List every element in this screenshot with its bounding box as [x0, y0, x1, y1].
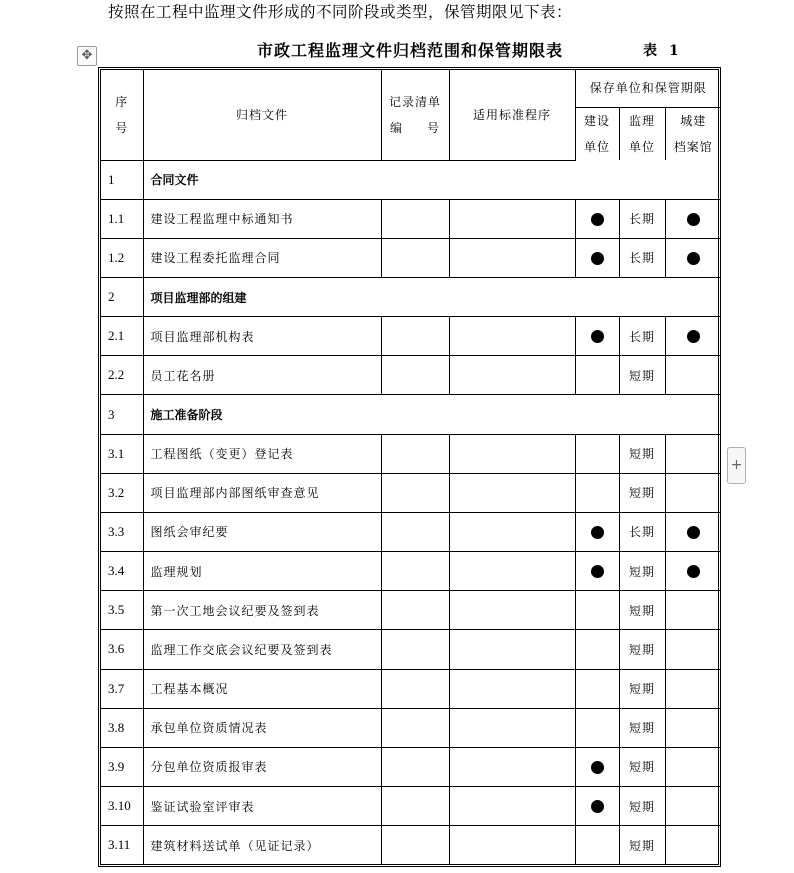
builder-cell — [575, 826, 619, 864]
archive-cell — [665, 512, 721, 551]
supervisor-cell: 短期 — [619, 356, 665, 395]
record-cell — [381, 826, 449, 864]
file-name: 鉴证试验室评审表 — [143, 787, 381, 826]
record-cell — [381, 317, 449, 356]
row-number: 3.8 — [101, 708, 143, 747]
header-supervisor-line2: 单位 — [628, 139, 655, 154]
archive-keep-dot-icon — [687, 330, 700, 343]
table-row — [101, 512, 721, 551]
standard-cell — [449, 787, 575, 826]
row-number: 3.1 — [101, 434, 143, 473]
archive-cell — [665, 238, 721, 277]
archive-cell — [665, 317, 721, 356]
file-name: 工程基本概况 — [143, 669, 381, 708]
supervisor-cell: 短期 — [619, 630, 665, 669]
header-seq-line2: 号 — [115, 120, 129, 135]
archive-cell — [665, 787, 721, 826]
archive-cell — [665, 708, 721, 747]
record-cell — [381, 512, 449, 551]
supervisor-cell: 短期 — [619, 747, 665, 786]
archive-cell — [665, 630, 721, 669]
standard-cell — [449, 356, 575, 395]
header-record — [381, 70, 449, 160]
table-title: 市政工程监理文件归档范围和保管期限表 — [256, 41, 563, 60]
builder-cell — [575, 317, 619, 356]
standard-cell — [449, 238, 575, 277]
builder-cell — [575, 630, 619, 669]
builder-cell — [575, 669, 619, 708]
row-number: 2.1 — [101, 317, 143, 356]
builder-keep-dot-icon — [591, 526, 604, 539]
builder-cell — [575, 238, 619, 277]
header-builder-line2: 单位 — [583, 139, 610, 154]
row-number: 3.9 — [101, 747, 143, 786]
supervisor-cell: 短期 — [619, 669, 665, 708]
section-number: 1 — [101, 160, 143, 199]
file-name: 图纸会审纪要 — [143, 512, 381, 551]
record-cell — [381, 199, 449, 238]
record-cell — [381, 434, 449, 473]
supervisor-cell: 短期 — [619, 787, 665, 826]
intro-text: 按照在工程中监理文件形成的不同阶段或类型，保管期限见下表： — [108, 3, 573, 21]
record-cell — [381, 669, 449, 708]
file-name: 建设工程监理中标通知书 — [143, 199, 381, 238]
builder-keep-dot-icon — [591, 565, 604, 578]
header-builder-line1: 建设 — [583, 113, 610, 128]
header-seq-line1: 序 — [115, 94, 129, 109]
builder-keep-dot-icon — [591, 761, 604, 774]
header-builder — [575, 107, 619, 160]
table-row — [101, 356, 721, 395]
record-cell — [381, 356, 449, 395]
add-column-plus-icon[interactable]: + — [727, 447, 746, 484]
section-title: 施工准备阶段 — [143, 395, 721, 434]
builder-cell — [575, 708, 619, 747]
table-number-label: 表 — [643, 43, 657, 59]
supervisor-cell: 长期 — [619, 238, 665, 277]
section-row — [101, 395, 721, 434]
record-cell — [381, 591, 449, 630]
builder-cell — [575, 747, 619, 786]
supervisor-cell: 短期 — [619, 708, 665, 747]
standard-cell — [449, 669, 575, 708]
row-number: 2.2 — [101, 356, 143, 395]
archive-keep-dot-icon — [687, 565, 700, 578]
section-title: 合同文件 — [143, 160, 721, 199]
file-name: 第一次工地会议纪要及签到表 — [143, 591, 381, 630]
builder-cell — [575, 552, 619, 591]
supervisor-cell: 长期 — [619, 199, 665, 238]
record-cell — [381, 787, 449, 826]
section-title: 项目监理部的组建 — [143, 277, 721, 316]
standard-cell — [449, 708, 575, 747]
archive-cell — [665, 669, 721, 708]
file-name: 项目监理部内部图纸审查意见 — [143, 473, 381, 512]
builder-keep-dot-icon — [591, 252, 604, 265]
builder-cell — [575, 434, 619, 473]
archive-cell — [665, 747, 721, 786]
standard-cell — [449, 434, 575, 473]
builder-cell — [575, 591, 619, 630]
table-row — [101, 630, 721, 669]
table-number-value: 1 — [669, 43, 679, 59]
header-supervisor — [619, 107, 665, 160]
section-number: 3 — [101, 395, 143, 434]
builder-cell — [575, 199, 619, 238]
archive-keep-dot-icon — [687, 252, 700, 265]
supervisor-cell: 短期 — [619, 591, 665, 630]
header-seq — [101, 70, 143, 160]
record-cell — [381, 630, 449, 669]
table-row — [101, 552, 721, 591]
builder-keep-dot-icon — [591, 330, 604, 343]
record-cell — [381, 747, 449, 786]
table-row — [101, 826, 721, 864]
standard-cell — [449, 473, 575, 512]
builder-cell — [575, 512, 619, 551]
table-body — [101, 160, 721, 864]
archive-cell — [665, 552, 721, 591]
file-name: 工程图纸（变更）登记表 — [143, 434, 381, 473]
header-file: 归档文件 — [143, 70, 381, 160]
builder-keep-dot-icon — [591, 213, 604, 226]
builder-keep-dot-icon — [591, 800, 604, 813]
record-cell — [381, 552, 449, 591]
standard-cell — [449, 591, 575, 630]
standard-cell — [449, 317, 575, 356]
header-supervisor-line1: 监理 — [628, 113, 655, 128]
section-number: 2 — [101, 277, 143, 316]
archive-keep-dot-icon — [687, 526, 700, 539]
row-number: 3.5 — [101, 591, 143, 630]
table-row — [101, 787, 721, 826]
standard-cell — [449, 747, 575, 786]
file-name: 项目监理部机构表 — [143, 317, 381, 356]
section-row — [101, 160, 721, 199]
archive-cell — [665, 473, 721, 512]
file-name: 员工花名册 — [143, 356, 381, 395]
table-number — [643, 40, 679, 60]
header-keep: 保存单位和保管期限 — [575, 70, 721, 107]
table-row — [101, 708, 721, 747]
supervisor-cell: 短期 — [619, 826, 665, 864]
record-cell — [381, 473, 449, 512]
row-number: 1.1 — [101, 199, 143, 238]
row-number: 3.6 — [101, 630, 143, 669]
builder-cell — [575, 473, 619, 512]
row-number: 1.2 — [101, 238, 143, 277]
table-row — [101, 317, 721, 356]
row-number: 3.3 — [101, 512, 143, 551]
header-archive — [665, 107, 721, 160]
header-archive-line2: 档案馆 — [673, 139, 713, 154]
supervisor-cell: 短期 — [619, 434, 665, 473]
archive-cell — [665, 826, 721, 864]
table-row — [101, 591, 721, 630]
archive-table-frame — [98, 67, 721, 867]
section-row — [101, 277, 721, 316]
header-record-line1: 记录清单 — [388, 94, 441, 109]
record-cell — [381, 238, 449, 277]
table-row — [101, 434, 721, 473]
row-number: 3.11 — [101, 826, 143, 864]
row-number: 3.10 — [101, 787, 143, 826]
standard-cell — [449, 512, 575, 551]
file-name: 监理工作交底会议纪要及签到表 — [143, 630, 381, 669]
header-archive-line1: 城建 — [680, 113, 707, 128]
row-number: 3.2 — [101, 473, 143, 512]
archive-keep-dot-icon — [687, 213, 700, 226]
archive-table — [101, 70, 721, 864]
file-name: 监理规划 — [143, 552, 381, 591]
archive-cell — [665, 591, 721, 630]
file-name: 分包单位资质报审表 — [143, 747, 381, 786]
file-name: 建设工程委托监理合同 — [143, 238, 381, 277]
table-move-handle-icon[interactable]: ✥ — [77, 46, 97, 66]
supervisor-cell: 短期 — [619, 552, 665, 591]
supervisor-cell: 长期 — [619, 317, 665, 356]
standard-cell — [449, 826, 575, 864]
builder-cell — [575, 787, 619, 826]
table-row — [101, 669, 721, 708]
archive-cell — [665, 434, 721, 473]
archive-cell — [665, 199, 721, 238]
row-number: 3.7 — [101, 669, 143, 708]
record-cell — [381, 708, 449, 747]
table-row — [101, 238, 721, 277]
header-record-line2a: 编 — [389, 120, 403, 135]
header-record-line2b: 号 — [427, 120, 441, 135]
row-number: 3.4 — [101, 552, 143, 591]
standard-cell — [449, 552, 575, 591]
standard-cell — [449, 630, 575, 669]
builder-cell — [575, 356, 619, 395]
header-standard: 适用标准程序 — [449, 70, 575, 160]
supervisor-cell: 长期 — [619, 512, 665, 551]
file-name: 建筑材料送试单（见证记录） — [143, 826, 381, 864]
file-name: 承包单位资质情况表 — [143, 708, 381, 747]
table-row — [101, 747, 721, 786]
supervisor-cell: 短期 — [619, 473, 665, 512]
table-row — [101, 199, 721, 238]
archive-cell — [665, 356, 721, 395]
standard-cell — [449, 199, 575, 238]
table-row — [101, 473, 721, 512]
